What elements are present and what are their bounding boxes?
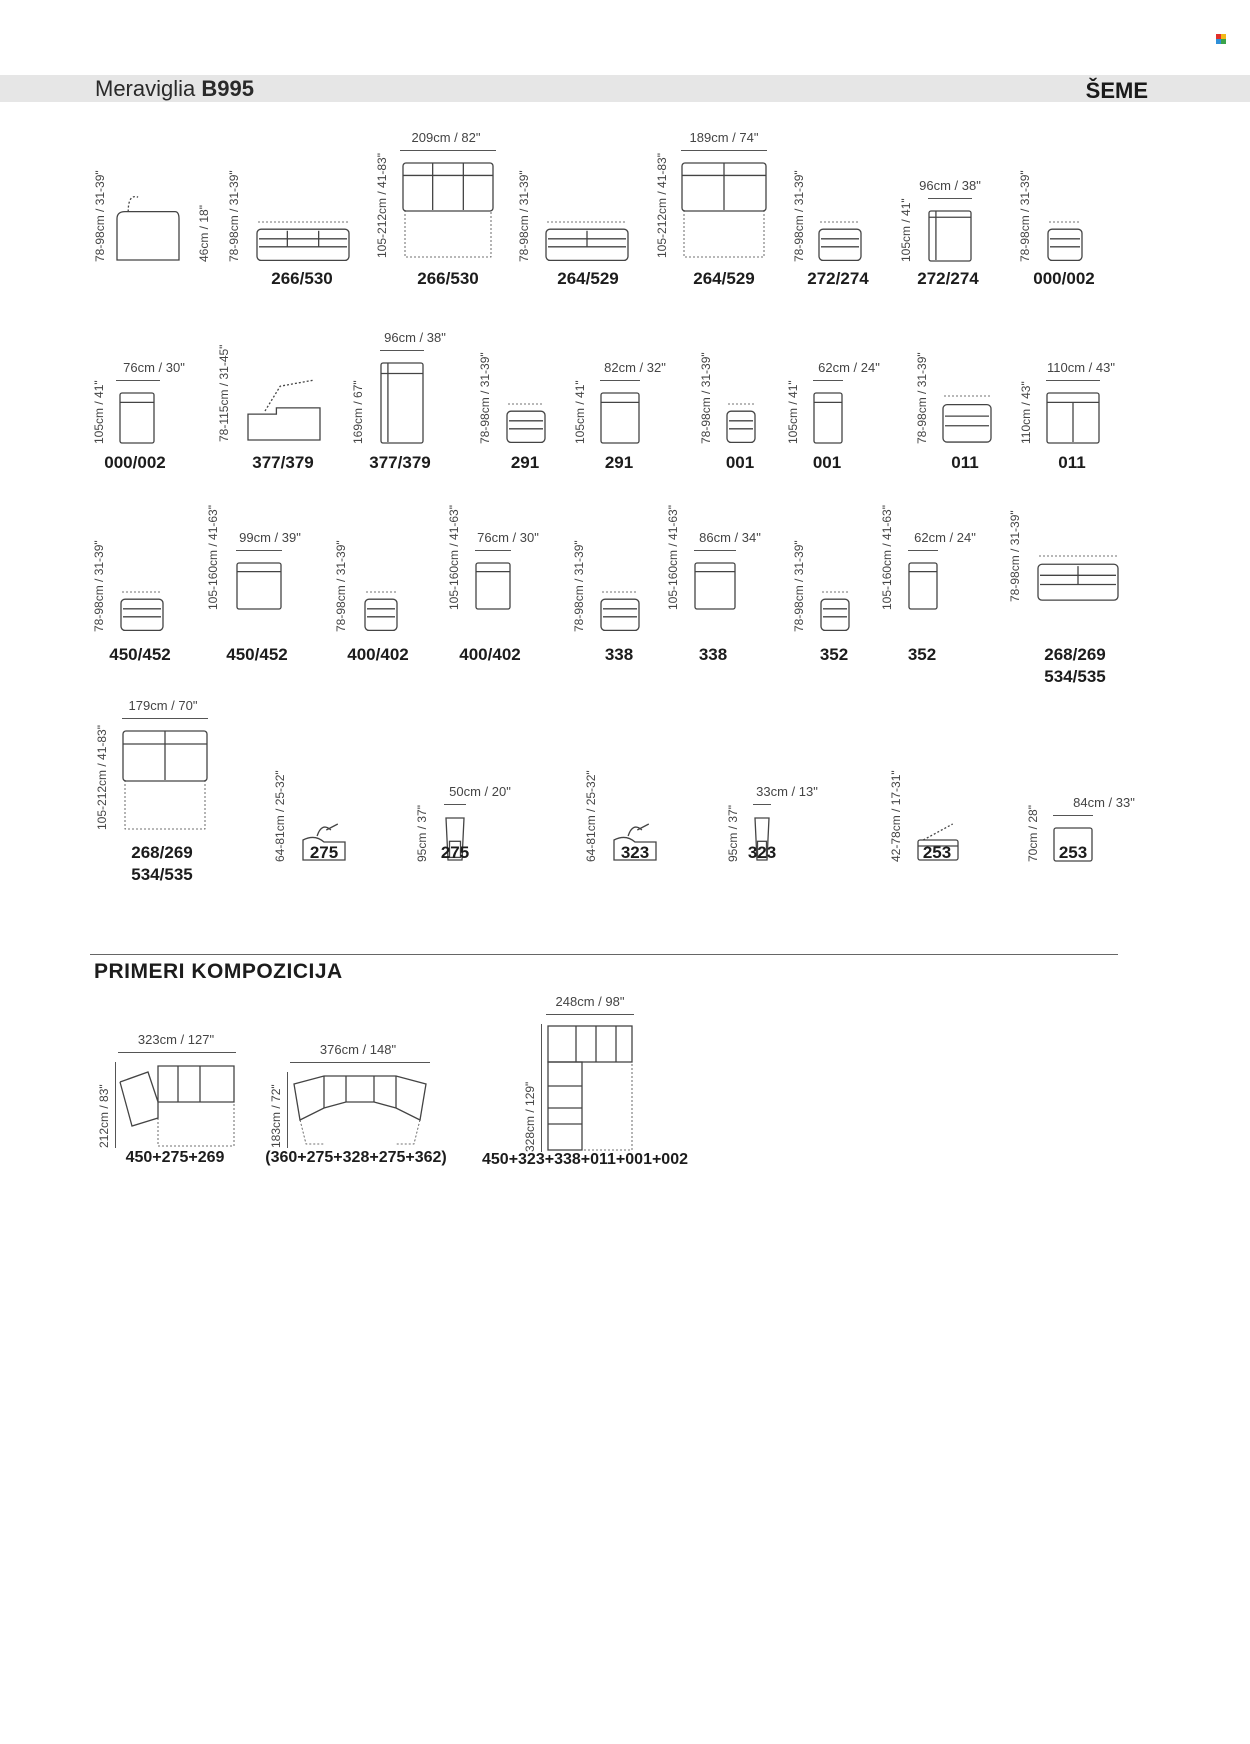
dimension-horizontal: 209cm / 82": [411, 130, 481, 145]
module-code: 275: [309, 843, 339, 862]
module-code: 377/379: [252, 453, 314, 472]
dimension-vertical: 78-98cm / 31-39": [1018, 170, 1032, 262]
dimension-horizontal: 96cm / 38": [384, 330, 446, 345]
module-drawing: [681, 162, 767, 258]
dimension-vertical: 78-98cm / 31-39": [792, 540, 806, 632]
module-drawing: [115, 190, 181, 262]
dimension-horizontal: 189cm / 74": [689, 130, 759, 145]
module-code: 377/379: [369, 453, 431, 472]
module-code: 450/452: [226, 645, 288, 664]
dimension-vertical: 78-98cm / 31-39": [92, 540, 106, 632]
module-code: 272/274: [807, 269, 869, 288]
module-drawing: [600, 392, 640, 444]
dimension-horizontal: 62cm / 24": [818, 360, 880, 375]
page-title: [95, 76, 254, 102]
module-code: 266/530: [417, 269, 479, 288]
title-model: B995: [201, 76, 254, 101]
dimension-vertical-seat: 46cm / 18": [197, 205, 211, 262]
dimension-line: [116, 380, 160, 381]
module-code: 000/002: [104, 453, 166, 472]
composition-width: 323cm / 127": [137, 1032, 215, 1047]
module-drawing: [1047, 222, 1083, 262]
dimension-vertical: 78-98cm / 31-39": [915, 352, 929, 444]
module-code: 291: [604, 453, 634, 472]
dimension-horizontal: 110cm / 43": [1047, 360, 1115, 375]
dimension-line: [444, 804, 466, 805]
module-code: 253: [1058, 843, 1088, 862]
module-code: 272/274: [917, 269, 979, 288]
module-drawing: [246, 380, 322, 442]
dimension-line: [475, 550, 511, 551]
brand-logo-icon: [1216, 34, 1226, 44]
module-code: 338: [604, 645, 634, 664]
title-prefix: Meraviglia: [95, 76, 196, 101]
module-drawing: [236, 562, 282, 610]
composition-width: 248cm / 98": [555, 994, 625, 1009]
dimension-horizontal: 82cm / 32": [604, 360, 666, 375]
dimension-line: [753, 804, 771, 805]
module-code: 001: [812, 453, 842, 472]
module-drawing: [364, 592, 398, 632]
module-drawing: [928, 210, 972, 262]
dimension-vertical: 64-81cm / 25-32": [273, 770, 287, 862]
module-drawing: [506, 404, 546, 444]
module-code: 450/452: [109, 645, 171, 664]
module-drawing: [942, 396, 992, 444]
dimension-line: [122, 718, 208, 719]
composition-depth-line: [287, 1072, 288, 1148]
module-drawing: [256, 222, 350, 262]
dimension-line: [928, 198, 972, 199]
dimension-vertical: 105cm / 41": [899, 198, 913, 262]
module-drawing: [119, 392, 155, 444]
dimension-horizontal: 96cm / 38": [919, 178, 981, 193]
module-drawing: [380, 362, 424, 444]
section-divider: [90, 954, 1118, 955]
module-code: 352: [819, 645, 849, 664]
dimension-vertical: 105-160cm / 41-63": [666, 505, 680, 610]
module-drawing: [545, 222, 629, 262]
dimension-vertical: 64-81cm / 25-32": [584, 770, 598, 862]
dimension-horizontal: 76cm / 30": [123, 360, 185, 375]
composition-depth-line: [541, 1024, 542, 1152]
dimension-vertical: 70cm / 28": [1026, 805, 1040, 862]
composition-drawing: [118, 1062, 236, 1148]
dimension-vertical: 105-212cm / 41-83": [655, 153, 669, 258]
dimension-vertical: 78-115cm / 31-45": [217, 344, 231, 442]
composition-code: (360+275+328+275+362): [265, 1149, 447, 1166]
composition-width-line: [118, 1052, 236, 1053]
dimension-vertical: 105-212cm / 41-83": [95, 725, 109, 830]
module-code: 338: [698, 645, 728, 664]
module-drawing: [694, 562, 736, 610]
composition-width-line: [546, 1014, 634, 1015]
dimension-horizontal: 179cm / 70": [128, 698, 198, 713]
compositions-title: PRIMERI KOMPOZICIJA: [94, 960, 343, 983]
composition-width: 376cm / 148": [319, 1042, 397, 1057]
module-code: 011: [951, 453, 979, 472]
dimension-line: [400, 150, 496, 151]
dimension-horizontal: 76cm / 30": [477, 530, 539, 545]
module-code: 323: [620, 843, 650, 862]
dimension-vertical: 78-98cm / 31-39": [699, 352, 713, 444]
composition-depth: 328cm / 129": [523, 1081, 537, 1152]
module-code: 264/529: [557, 269, 619, 288]
module-code: 001: [725, 453, 755, 472]
module-drawing: [600, 592, 640, 632]
module-code: 000/002: [1033, 269, 1095, 288]
dimension-vertical: 105-212cm / 41-83": [375, 153, 389, 258]
dimension-line: [1046, 380, 1100, 381]
composition-width-line: [290, 1062, 430, 1063]
dimension-vertical: 78-98cm / 31-39": [334, 540, 348, 632]
dimension-vertical: 78-98cm / 31-39": [478, 352, 492, 444]
composition-drawing: [546, 1024, 634, 1152]
dimension-horizontal: 99cm / 39": [239, 530, 301, 545]
module-code-alt: 534/535: [131, 865, 193, 884]
composition-depth: 212cm / 83": [97, 1084, 111, 1148]
dimension-line: [600, 380, 640, 381]
module-code: 268/269: [1044, 645, 1106, 664]
dimension-line: [908, 550, 938, 551]
dimension-vertical: 78-98cm / 31-39": [93, 170, 107, 262]
dimension-vertical: 78-98cm / 31-39": [227, 170, 241, 262]
dimension-vertical: 78-98cm / 31-39": [517, 170, 531, 262]
module-code: 275: [440, 843, 470, 862]
composition-code: 450+275+269: [125, 1149, 225, 1166]
composition-code: 450+323+338+011+001+002: [481, 1151, 689, 1168]
dimension-vertical: 105-160cm / 41-63": [447, 505, 461, 610]
dimension-horizontal: 50cm / 20": [449, 784, 511, 799]
module-drawing: [402, 162, 494, 258]
dimension-line: [694, 550, 736, 551]
module-code: 264/529: [693, 269, 755, 288]
module-code: 253: [922, 843, 952, 862]
module-drawing: [820, 592, 850, 632]
module-code: 268/269: [131, 843, 193, 862]
module-drawing: [1037, 556, 1119, 602]
dimension-vertical: 105cm / 41": [786, 380, 800, 444]
composition-depth-line: [115, 1062, 116, 1148]
module-code: 323: [747, 843, 777, 862]
dimension-vertical: 78-98cm / 31-39": [572, 540, 586, 632]
module-drawing: [122, 730, 208, 830]
module-code: 400/402: [347, 645, 409, 664]
module-code: 291: [510, 453, 540, 472]
dimension-vertical: 95cm / 37": [415, 805, 429, 862]
dimension-horizontal: 86cm / 34": [699, 530, 761, 545]
module-drawing: [813, 392, 843, 444]
module-code-alt: 534/535: [1044, 667, 1106, 686]
module-drawing: [726, 404, 756, 444]
dimension-line: [380, 350, 424, 351]
section-label: ŠEME: [1085, 78, 1148, 103]
composition-depth: 183cm / 72": [269, 1084, 283, 1148]
dimension-horizontal: 33cm / 13": [756, 784, 818, 799]
dimension-horizontal: 62cm / 24": [914, 530, 976, 545]
module-code: 400/402: [459, 645, 521, 664]
dimension-line: [681, 150, 767, 151]
dimension-vertical: 78-98cm / 31-39": [1008, 510, 1022, 602]
dimension-line: [236, 550, 282, 551]
module-drawing: [1046, 392, 1100, 444]
dimension-vertical: 42-78cm / 17-31": [889, 770, 903, 862]
composition-drawing: [290, 1072, 430, 1148]
dimension-line: [813, 380, 843, 381]
module-drawing: [475, 562, 511, 610]
dimension-vertical: 105cm / 41": [92, 380, 106, 444]
module-drawing: [120, 592, 164, 632]
dimension-vertical: 105-160cm / 41-63": [206, 505, 220, 610]
module-code: 011: [1058, 453, 1086, 472]
dimension-vertical: 105cm / 41": [573, 380, 587, 444]
module-drawing: [818, 222, 862, 262]
module-code: 266/530: [271, 269, 333, 288]
dimension-vertical: 78-98cm / 31-39": [792, 170, 806, 262]
dimension-vertical: 105-160cm / 41-63": [880, 505, 894, 610]
dimension-vertical: 110cm / 43": [1019, 381, 1033, 444]
dimension-line: [1053, 815, 1093, 816]
dimension-vertical: 169cm / 67": [351, 380, 365, 444]
dimension-vertical: 95cm / 37": [726, 805, 740, 862]
dimension-horizontal: 84cm / 33": [1073, 795, 1135, 810]
module-drawing: [908, 562, 938, 610]
module-code: 352: [907, 645, 937, 664]
